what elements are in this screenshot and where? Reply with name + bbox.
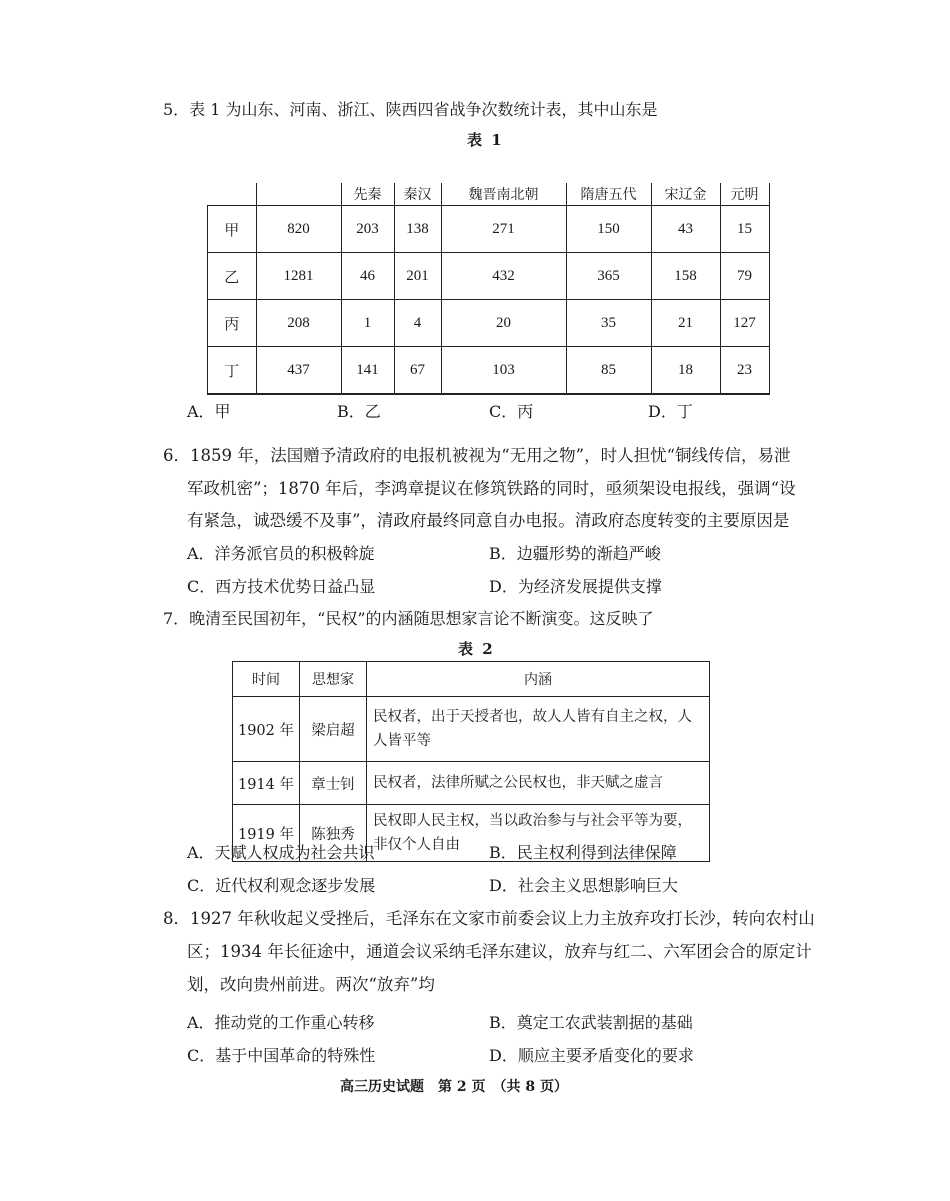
table2-row [233, 762, 710, 805]
table1 [207, 183, 770, 395]
q5-option-b[interactable]: B．乙 [337, 402, 381, 421]
table1-cell: 271 [441, 206, 566, 253]
q6-option-a[interactable]: A．洋务派官员的积极斡旋 [187, 544, 375, 563]
table1-row [208, 206, 770, 253]
table1-cell: 127 [720, 300, 769, 347]
table1-cell: 365 [566, 253, 651, 300]
q6-option-b[interactable]: B．边疆形势的渐趋严峻 [489, 544, 661, 563]
table1-header-cell: 魏晋南北朝 [441, 183, 566, 206]
q5-option-d[interactable]: D．丁 [648, 402, 693, 421]
table1-cell: 85 [566, 347, 651, 395]
table2-row [233, 697, 710, 762]
q8-option-c[interactable]: C．基于中国革命的特殊性 [187, 1046, 376, 1065]
table1-row [208, 300, 770, 347]
table2-cell-content: 民权者，法律所赋之公民权也，非天赋之虚言 [367, 762, 710, 805]
table1-cell: 432 [441, 253, 566, 300]
q6-stem-line: 有紧急，诚恐缓不及事”，清政府最终同意自办电报。清政府态度转变的主要原因是 [187, 511, 790, 530]
table2-cell-time: 1902 年 [233, 697, 300, 762]
table1-cell: 1 [341, 300, 394, 347]
table1-cell: 141 [341, 347, 394, 395]
table1-cell: 203 [341, 206, 394, 253]
table1-cell: 丁 [208, 347, 257, 395]
q8-option-a[interactable]: A．推动党的工作重心转移 [187, 1013, 375, 1032]
table1-cell: 158 [651, 253, 720, 300]
table2-cell-thinker: 陈独秀 [300, 805, 367, 862]
q7-option-b[interactable]: B．民主权利得到法律保障 [489, 843, 677, 862]
table2-cell-time: 1914 年 [233, 762, 300, 805]
q7-option-a[interactable]: A．天赋人权成为社会共识 [187, 843, 375, 862]
q8-stem-line: 划，改向贵州前进。两次“放弃”均 [187, 975, 435, 994]
table1-row [208, 253, 770, 300]
table2-cell-content: 民权者，出于天授者也，故人人皆有自主之权，人人皆平等 [367, 697, 710, 762]
table1-row [208, 347, 770, 395]
table1-header-cell [208, 183, 257, 206]
q8-option-b[interactable]: B．奠定工农武装割据的基础 [489, 1013, 693, 1032]
table1-cell: 201 [394, 253, 441, 300]
page-footer: 高三历史试题 第 2 页 （共 8 页） [340, 1079, 568, 1095]
table2-cell-content: 民权即人民主权，当以政治参与与社会平等为要，非仅个人自由 [367, 805, 710, 862]
q6-stem-line: 6．1859 年，法国赠予清政府的电报机被视为“无用之物”，时人担忧“铜线传信，易泄 [163, 446, 791, 465]
table2-caption: 表 2 [458, 640, 495, 658]
table1-cell: 15 [720, 206, 769, 253]
q8-stem-line: 8．1927 年秋收起义受挫后，毛泽东在文家市前委会议上力主放弃攻打长沙，转向农村山 [163, 909, 815, 928]
table1-cell: 4 [394, 300, 441, 347]
table1-cell: 437 [256, 347, 341, 395]
q5-stem: 5．表 1 为山东、河南、浙江、陕西四省战争次数统计表，其中山东是 [163, 100, 658, 119]
table1-header-cell [256, 183, 341, 206]
table1-header-cell: 元明 [720, 183, 769, 206]
q8-stem-line: 区；1934 年长征途中，通道会议采纳毛泽东建议，放弃与红二、六军团会合的原定计 [187, 942, 812, 961]
q6-option-d[interactable]: D．为经济发展提供支撑 [489, 577, 662, 596]
table1-cell: 103 [441, 347, 566, 395]
table1-cell: 820 [256, 206, 341, 253]
q7-option-d[interactable]: D．社会主义思想影响巨大 [489, 876, 678, 895]
q5-option-c[interactable]: C．丙 [489, 402, 534, 421]
table2-header-thinker: 思想家 [300, 662, 367, 697]
table1-header-cell: 秦汉 [394, 183, 441, 206]
table2-header-content: 内涵 [367, 662, 710, 697]
table1-cell: 20 [441, 300, 566, 347]
table1-cell: 35 [566, 300, 651, 347]
table2-cell-time: 1919 年 [233, 805, 300, 862]
table1-header-cell: 宋辽金 [651, 183, 720, 206]
table1-cell: 丙 [208, 300, 257, 347]
q7-stem: 7．晚清至民国初年，“民权”的内涵随思想家言论不断演变。这反映了 [163, 609, 654, 628]
table1-cell: 21 [651, 300, 720, 347]
table1-caption: 表 1 [467, 131, 504, 149]
q8-option-d[interactable]: D．顺应主要矛盾变化的要求 [489, 1046, 694, 1065]
table1-cell: 46 [341, 253, 394, 300]
table1-cell: 1281 [256, 253, 341, 300]
table1-cell: 18 [651, 347, 720, 395]
q6-option-c[interactable]: C．西方技术优势日益凸显 [187, 577, 376, 596]
q5-option-a[interactable]: A．甲 [187, 402, 231, 421]
table1-cell: 150 [566, 206, 651, 253]
table2 [232, 661, 710, 862]
table1-cell: 23 [720, 347, 769, 395]
table1-cell: 208 [256, 300, 341, 347]
table1-cell: 138 [394, 206, 441, 253]
table1-cell: 乙 [208, 253, 257, 300]
table2-cell-thinker: 梁启超 [300, 697, 367, 762]
table1-cell: 67 [394, 347, 441, 395]
table2-header-row [233, 662, 710, 697]
table1-header-row [208, 183, 770, 206]
table1-cell: 甲 [208, 206, 257, 253]
table1-header-cell: 先秦 [341, 183, 394, 206]
table1-header-cell: 隋唐五代 [566, 183, 651, 206]
q7-option-c[interactable]: C．近代权利观念逐步发展 [187, 876, 376, 895]
table2-header-time: 时间 [233, 662, 300, 697]
table2-cell-thinker: 章士钊 [300, 762, 367, 805]
q6-stem-line: 军政机密”；1870 年后，李鸿章提议在修筑铁路的同时，亟须架设电报线，强调“设 [187, 479, 796, 498]
table1-cell: 43 [651, 206, 720, 253]
table1-cell: 79 [720, 253, 769, 300]
